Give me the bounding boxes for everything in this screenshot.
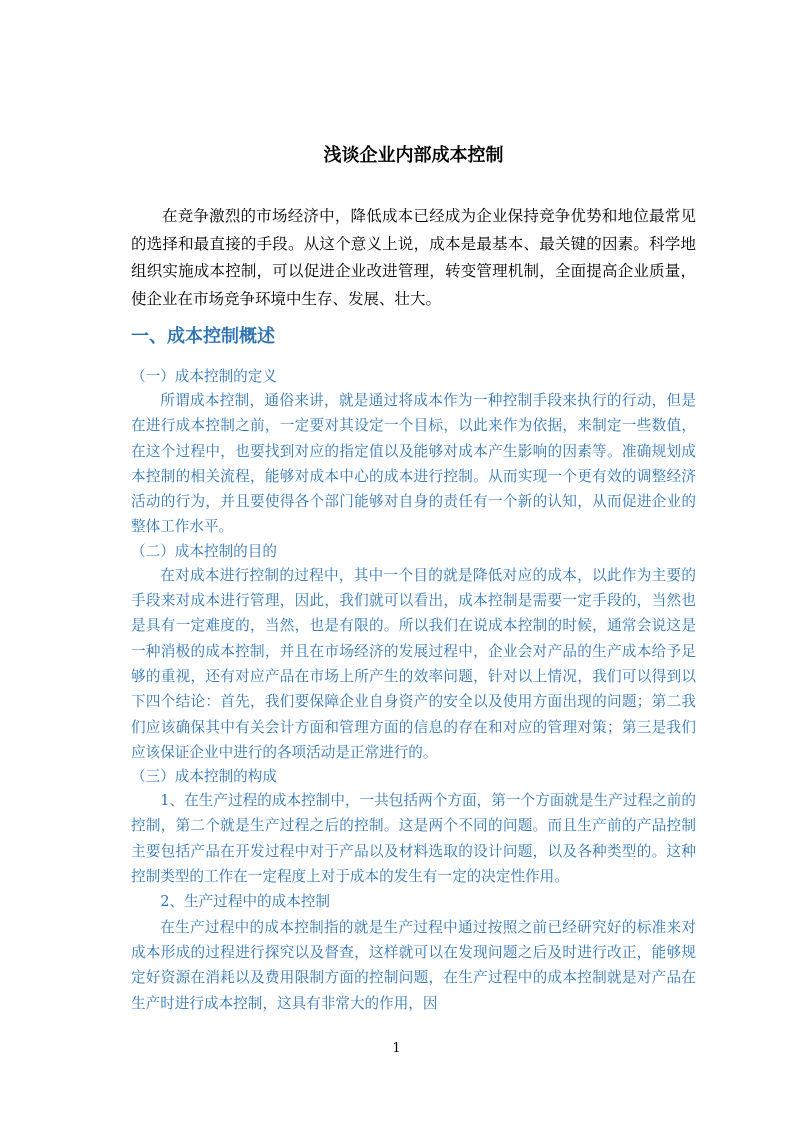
document-title: 浅谈企业内部成本控制 bbox=[323, 145, 504, 166]
subsection-heading-definition: （一）成本控制的定义 bbox=[131, 368, 277, 385]
composition-paragraph-2: 2、生产过程中的成本控制 bbox=[160, 893, 331, 911]
subsection-heading-purpose: （二）成本控制的目的 bbox=[131, 542, 277, 560]
composition-paragraph-1: 1、在生产过程的成本控制中，一共包括两个方面，第一个方面就是生产过程之前的控制，第二个就是生产过程之后的控制。这是两个不同的问题。而且生产前的产品控制主要包括产品在开发过程中对于产品以及材料选取的设计问题，以及各种类型的。这种控制类型的工作在一定程度上对于成本的发生有一定的决定性作用。 bbox=[131, 792, 696, 886]
subsection-heading-composition: （三）成本控制的构成 bbox=[131, 768, 277, 786]
definition-paragraph: 所谓成本控制，通俗来讲，就是通过将成本作为一种控制手段来执行的行动，但是在进行成本控制之前，一定要对其设定一个目标，以此来作为依据，来制定一些数值，在这个过程中，也要找到对应的指定值以及能够对成本产生影响的因素等。准确规划成本控制的相关流程，能够对成本中心的成本进行控制。从而实现一个更有效的调整经济活动的行为，并且要使得各个部门能够对自身的责任有一个新的认知，从而促进企业的整体工作水平。 bbox=[131, 392, 696, 536]
intro-paragraph: 在竞争激烈的市场经济中，降低成本已经成为企业保持竞争优势和地位最常见的选择和最直接的手段。从这个意义上说，成本是最基本、最关键的因素。科学地组织实施成本控制，可以促进企业改进管理，转变管理机制，全面提高企业质量，使企业在市场竞争环境中生存、发展、壮大。 bbox=[131, 207, 696, 308]
section-heading: 一、成本控制概述 bbox=[131, 326, 275, 347]
purpose-paragraph: 在对成本进行控制的过程中，其中一个目的就是降低对应的成本，以此作为主要的手段来对成本进行管理，因此，我们就可以看出，成本控制是需要一定手段的，当然也是具有一定难度的，当然，也是有限的。所以我们在说成本控制的时候，通常会说这是一种消极的成本控制，并且在市场经济的发展过程中，企业会对产品的生产成本给予足够的重视，还有对应产品在市场上所产生的效率问题，针对以上情况，我们可以得到以下四个结论：首先，我们要保障企业自身资产的安全以及使用方面出现的问题；第二我们应该确保其中有关会计方面和管理方面的信息的存在和对应的管理对策；第三是我们应该保证企业中进行的各项活动是正常进行的。 bbox=[131, 566, 696, 761]
section-body bbox=[131, 365, 696, 1016]
page-number: 1 bbox=[392, 1041, 401, 1056]
composition-paragraph-3: 在生产过程中的成本控制指的就是生产过程中通过按照之前已经研究好的标准来对成本形成的过程进行探究以及督查，这样就可以在发现问题之后及时进行改正，能够规定好资源在消耗以及费用限制方面的控制问题，在生产过程中的成本控制就是对产品在生产时进行成本控制，这具有非常大的作用，因 bbox=[131, 918, 696, 1012]
